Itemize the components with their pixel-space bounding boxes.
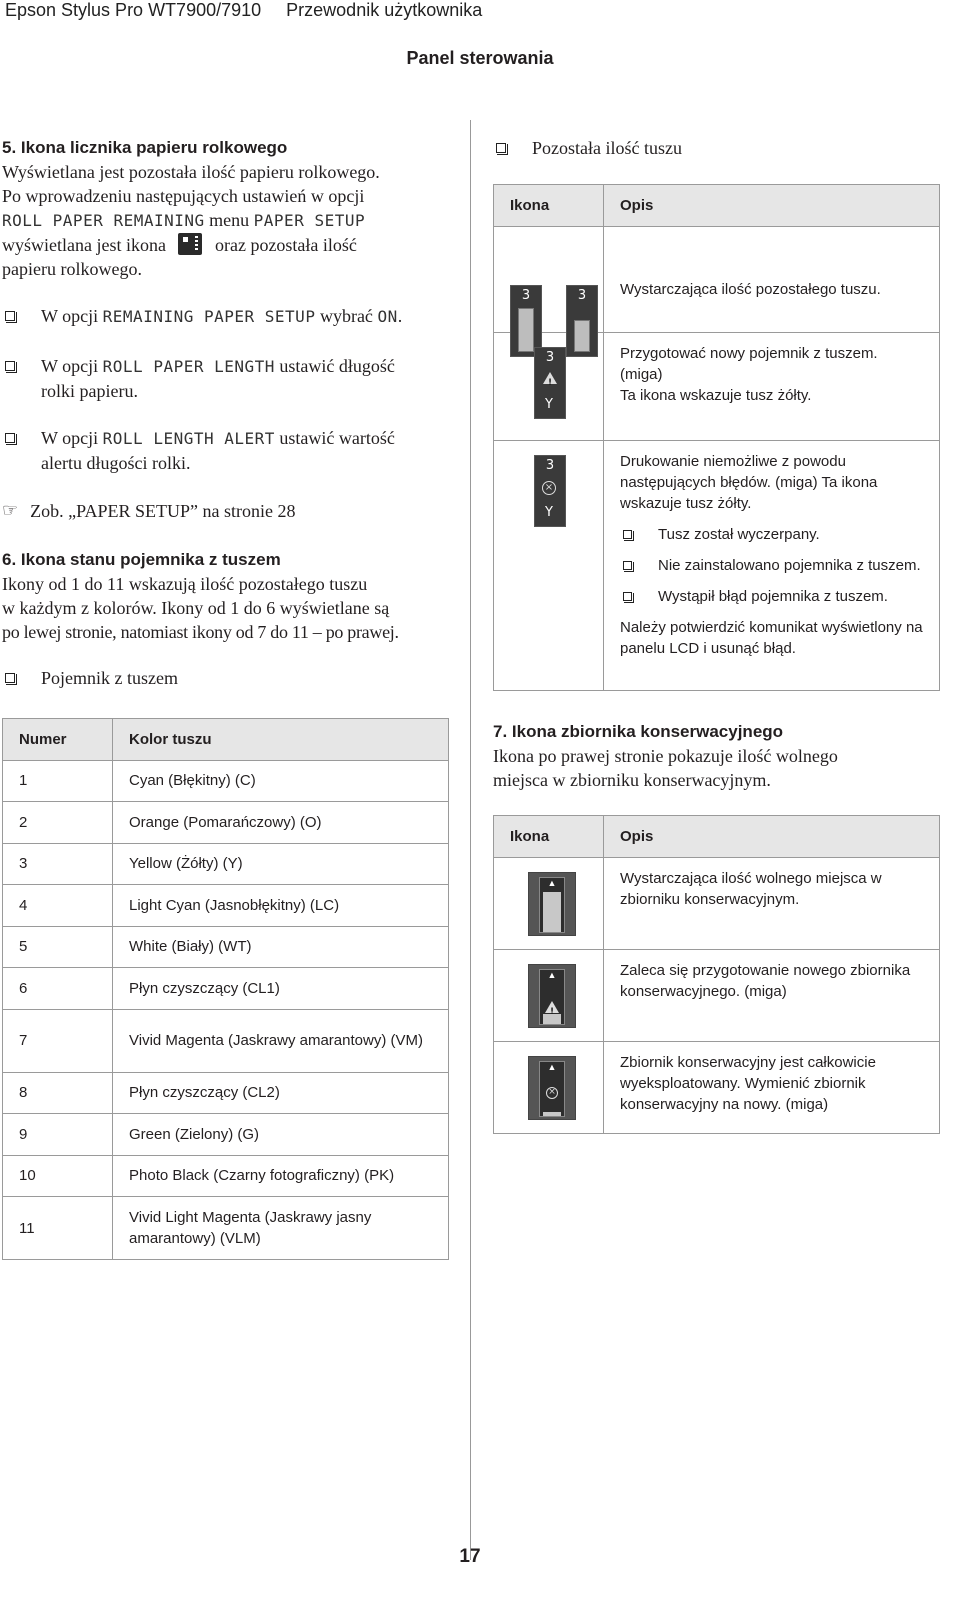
cell-number: 1 [3,760,113,802]
table-row [494,1042,940,1134]
header-number: Numer [3,719,113,761]
cell-number: 8 [3,1072,113,1114]
tank-ok-icon [528,872,576,936]
table-row [494,441,940,691]
cell-color: Płyn czyszczący (CL2) [113,1072,449,1114]
description-cell [604,333,940,441]
bullet-item [620,555,931,576]
cell-number: 4 [3,885,113,927]
section-6-line: w każdym z kolorów. Ikony od 1 do 6 wyświetlane są [2,598,390,618]
section-7 [493,720,940,792]
table-row [3,1155,449,1197]
cell-color: Yellow (Żółty) (Y) [113,843,449,885]
ink-warning-icon [534,347,566,419]
section-7-line: miejsca w zbiorniku konserwacyjnym. [493,770,771,790]
ink-icon-cell [494,227,604,333]
bullet-item [2,426,462,475]
ink-number: 3 [577,288,587,303]
tank-warning-icon [528,964,576,1028]
bullet-text: Nie zainstalowano pojemnika z tuszem. [658,557,921,574]
cell-color: Green (Zielony) (G) [113,1114,449,1156]
code-roll-length-alert: ROLL LENGTH ALERT [102,429,275,448]
description-cell: Wystarczająca ilość pozostałego tuszu. [604,227,940,333]
cell-color: Photo Black (Czarny fotograficzny) (PK) [113,1155,449,1197]
tank-icon-cell [494,950,604,1042]
cell-number: 6 [3,968,113,1010]
bullet-item [2,666,462,690]
cell-number: 5 [3,926,113,968]
guide-name: Przewodnik użytkownika [286,0,483,20]
table-row [3,1197,449,1260]
table-row [3,1072,449,1114]
pointing-hand-icon: ☞ [2,500,19,521]
ink-low-icon [566,285,598,357]
cell-color: Light Cyan (Jasnobłękitny) (LC) [113,885,449,927]
see-also-link[interactable] [2,499,462,523]
desc-line: Przygotować nowy pojemnik z tuszem. [620,345,878,362]
bullet-text: W opcji [41,428,99,448]
ink-letter: Y [545,397,553,412]
cell-color: Vivid Light Magenta (Jaskrawy jasny amarantowy) (VLM) [113,1197,449,1260]
bullet-text: Tusz został wyczerpany. [658,526,820,543]
bullet-item [620,586,931,607]
header-ink-color: Kolor tuszu [113,719,449,761]
table-row [3,802,449,844]
cell-color: White (Biały) (WT) [113,926,449,968]
column-divider [470,120,471,1560]
ink-letter: Y [545,505,553,520]
cell-number: 10 [3,1155,113,1197]
checkbox-bullet-icon [623,592,632,601]
ink-icon-cell [494,441,604,691]
description-cell: Zaleca się przygotowanie nowego zbiornika konserwacyjnego. (miga) [604,950,940,1042]
menu-word: menu [209,210,250,230]
bullet-text: alertu długości rolki. [41,453,191,473]
see-also-text[interactable]: Zob. „PAPER SETUP” na stronie 28 [30,501,296,521]
bullet-text: ustawić długość [279,356,395,376]
checkbox-bullet-icon [5,311,15,321]
section-title: Panel sterowania [406,48,554,68]
header-description: Opis [604,185,940,227]
roll-paper-counter-icon [178,233,202,255]
checkbox-bullet-icon [623,530,632,539]
section-7-line: Ikona po prawej stronie pokazuje ilość wolnego [493,746,838,766]
cell-color: Cyan (Błękitny) (C) [113,760,449,802]
maintenance-tank-table [493,815,940,1134]
code-paper-setup: PAPER SETUP [253,211,366,230]
tank-marker-icon: ▲ [547,878,557,888]
table-row [494,950,940,1042]
tank-marker-icon: ▲ [547,970,557,980]
bullet-text: W opcji [41,356,99,376]
section-6-line: po lewej stronie, natomiast ikony od 7 do 11 – po prawej. [2,622,399,642]
bullet-text: ustawić wartość [279,428,395,448]
bullet-text: . [397,306,403,326]
section-5-line-2: Po wprowadzeniu następujących ustawień w opcji [2,186,365,206]
ink-number: 3 [545,458,555,473]
section-5-heading: 5. Ikona licznika papieru rolkowego [2,138,288,157]
line-4-end: oraz pozostała ilość [214,235,357,255]
table-row [494,333,940,441]
description-cell: Wystarczająca ilość wolnego miejsca w zbiorniku konserwacyjnym. [604,858,940,950]
section-5-line-4 [2,233,462,257]
cell-color: Orange (Pomarańczowy) (O) [113,802,449,844]
section-5 [2,136,462,281]
tank-marker-icon: ▲ [547,1062,557,1072]
bullet-text: rolki papieru. [41,381,138,401]
checkbox-bullet-icon [5,673,15,683]
section-6-heading: 6. Ikona stanu pojemnika z tuszem [2,550,281,569]
description-cell: Zbiornik konserwacyjny jest całkowicie wyeksploatowany. Wymienić zbiornik konserwacyjny na nowy. (miga) [604,1042,940,1134]
table-row [494,227,940,333]
ink-error-icon [534,455,566,527]
section-6 [2,548,462,690]
table-header-row [3,719,449,761]
remaining-ink-bullet [493,136,940,160]
ink-number: 3 [521,288,531,303]
checkbox-bullet-icon [5,361,15,371]
section-5-line-5: papieru rolkowego. [2,259,142,279]
desc-line: Ta ikona wskazuje tusz żółty. [620,387,812,404]
bullet-text: Wystąpił błąd pojemnika z tuszem. [658,588,888,605]
line-4-start: wyświetlana jest ikona [2,235,166,255]
cell-number: 3 [3,843,113,885]
bullet-text: Pozostała ilość tuszu [532,138,682,158]
tank-icon-cell [494,1042,604,1134]
table-header-row [494,816,940,858]
bullet-item [620,524,931,545]
bullet-text: wybrać [319,306,373,326]
header-icon: Ikona [494,185,604,227]
cell-color: Płyn czyszczący (CL1) [113,968,449,1010]
product-name: Epson Stylus Pro WT7900/7910 [5,0,262,20]
section-7-heading: 7. Ikona zbiornika konserwacyjnego [493,722,784,741]
error-x-icon: × [542,481,556,495]
table-row [3,885,449,927]
table-row [3,760,449,802]
code-on: ON [377,307,398,326]
table-row [494,858,940,950]
desc-intro: Drukowanie niemożliwe z powodu następujących błędów. (miga) Ta ikona wskazuje tusz żółty. [620,453,878,512]
cell-color: Vivid Magenta (Jaskrawy amarantowy) (VM) [113,1009,449,1072]
section-5-line-1: Wyświetlana jest pozostała ilość papieru rolkowego. [2,162,380,182]
section-6-line: Ikony od 1 do 11 wskazują ilość pozostałego tuszu [2,574,368,594]
table-header-row [494,185,940,227]
warning-icon [545,1001,559,1013]
checkbox-bullet-icon [623,561,632,570]
cell-number: 9 [3,1114,113,1156]
desc-line: (miga) [620,366,663,383]
bullet-text: Pojemnik z tuszem [41,668,178,688]
bullet-text: W opcji [41,306,99,326]
section-5-line-3 [2,208,462,233]
error-x-icon: × [546,1087,558,1099]
table-row [3,926,449,968]
checkbox-bullet-icon [496,143,506,153]
bullet-item [2,304,462,329]
cell-number: 11 [3,1197,113,1260]
remaining-ink-table [493,184,940,691]
page-number: 17 [459,1546,481,1567]
description-cell [604,441,940,691]
cell-number: 7 [3,1009,113,1072]
code-remaining-paper-setup: REMAINING PAPER SETUP [102,307,316,326]
desc-outro: Należy potwierdzić komunikat wyświetlony na panelu LCD i usunąć błąd. [620,619,923,657]
cell-number: 2 [3,802,113,844]
bullet-item [2,354,462,403]
bullet-item [493,136,940,160]
table-row [3,1009,449,1072]
table-row [3,843,449,885]
warning-icon [543,372,557,384]
code-roll-paper-remaining: ROLL PAPER REMAINING [2,211,205,230]
table-row [3,968,449,1010]
tank-icon-cell [494,858,604,950]
table-row [3,1114,449,1156]
tank-full-icon [528,1056,576,1120]
running-header [5,0,482,21]
ink-color-table [2,718,449,1260]
section-5-bullets [2,304,462,523]
checkbox-bullet-icon [5,433,15,443]
header-description: Opis [604,816,940,858]
header-icon: Ikona [494,816,604,858]
code-roll-paper-length: ROLL PAPER LENGTH [102,357,275,376]
ink-number: 3 [545,350,555,365]
